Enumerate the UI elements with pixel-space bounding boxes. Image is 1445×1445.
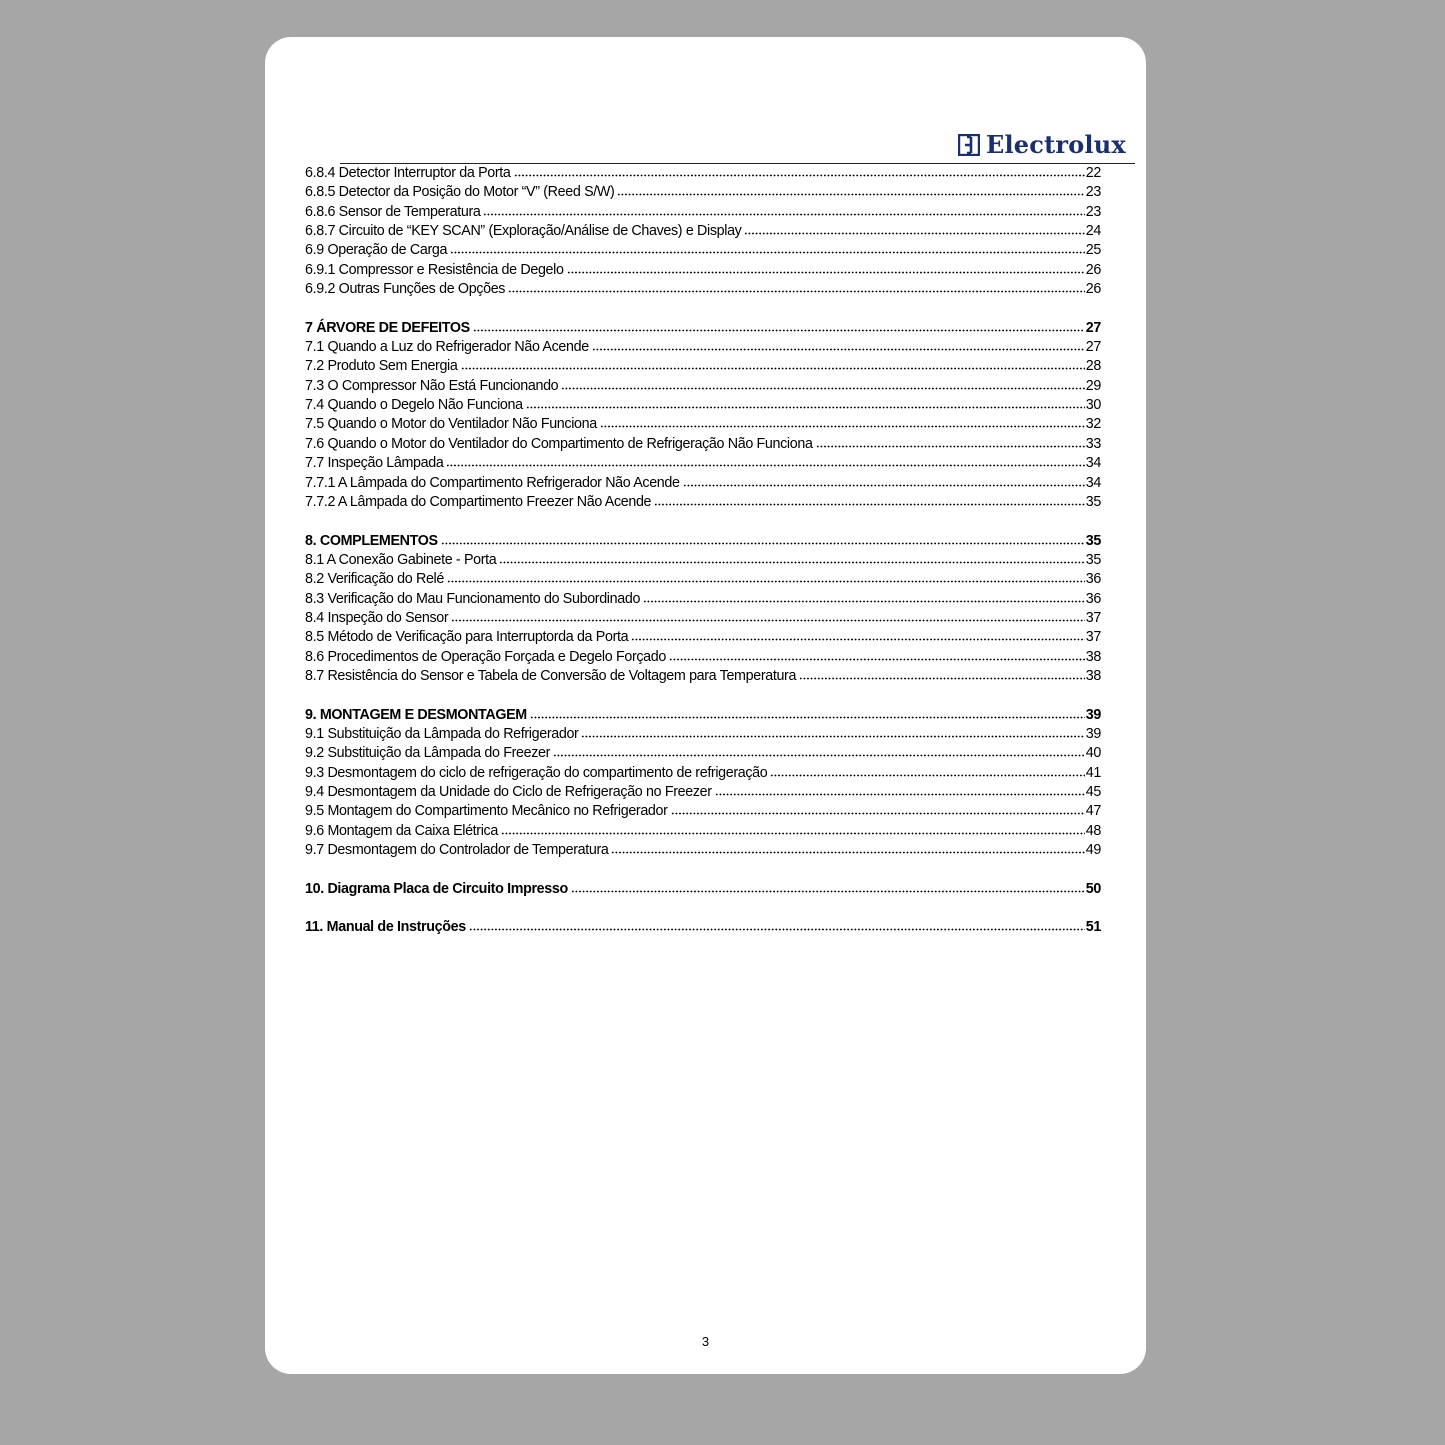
toc-dot-leader <box>473 320 1085 332</box>
toc-entry-title: 8.7 Resistência do Sensor e Tabela de Conversão de Voltagem para Temperatura <box>305 667 797 684</box>
toc-entry-page: 45 <box>1085 784 1101 800</box>
toc-entry-page: 36 <box>1085 590 1101 607</box>
toc-entry-title: 9.6 Montagem da Caixa Elétrica <box>305 822 498 839</box>
toc-entry-title: 8.2 Verificação do Relé <box>305 571 444 588</box>
toc-entry-title: 7.7.2 A Lâmpada do Compartimento Freezer Não Acende <box>305 493 652 510</box>
toc-dot-leader <box>567 262 1085 274</box>
toc-entry-page: 39 <box>1085 706 1101 723</box>
toc-dot-leader <box>799 668 1085 680</box>
toc-section-heading[interactable] <box>305 707 1101 726</box>
toc-dot-leader <box>441 533 1085 545</box>
toc-entry[interactable] <box>305 610 1101 629</box>
toc-entry-page: 29 <box>1085 377 1101 394</box>
toc-entry[interactable] <box>305 842 1101 861</box>
brand-name: Electrolux <box>986 130 1126 159</box>
toc-dot-leader <box>643 591 1085 603</box>
toc-entry-page: 47 <box>1085 803 1101 820</box>
document-page <box>265 37 1146 1374</box>
toc-entry[interactable] <box>305 204 1101 223</box>
toc-section-heading[interactable] <box>305 881 1101 900</box>
toc-dot-leader <box>669 649 1085 661</box>
toc-entry[interactable] <box>305 765 1101 784</box>
toc-dot-leader <box>581 726 1084 738</box>
toc-dot-leader <box>770 765 1084 777</box>
toc-entry-title: 8.4 Inspeção do Sensor <box>305 609 449 626</box>
toc-dot-leader <box>469 919 1085 931</box>
toc-dot-leader <box>447 571 1085 583</box>
toc-dot-leader <box>816 436 1085 448</box>
toc-entry-page: 25 <box>1085 242 1101 259</box>
toc-entry-page: 28 <box>1085 358 1101 375</box>
toc-entry-title: 8.6 Procedimentos de Operação Forçada e Degelo Forçado <box>305 648 666 665</box>
toc-entry[interactable] <box>305 378 1101 397</box>
toc-entry-title: 7.6 Quando o Motor do Ventilador do Compartimento de Refrigeração Não Funciona <box>305 435 813 452</box>
toc-entry[interactable] <box>305 339 1101 358</box>
toc-entry-page: 39 <box>1085 725 1101 742</box>
toc-entry-page: 33 <box>1085 435 1101 452</box>
toc-entry[interactable] <box>305 649 1101 668</box>
toc-dot-leader <box>654 494 1085 506</box>
toc-entry-title: 7.5 Quando o Motor do Ventilador Não Funciona <box>305 416 597 433</box>
header-divider <box>340 163 1135 164</box>
toc-entry-page: 48 <box>1085 822 1101 839</box>
toc-entry-page: 35 <box>1085 493 1101 510</box>
toc-entry-page: 23 <box>1085 184 1101 201</box>
toc-entry[interactable] <box>305 745 1101 764</box>
table-of-contents <box>305 165 1101 939</box>
toc-entry-page: 50 <box>1085 880 1101 897</box>
toc-dot-leader <box>592 339 1085 351</box>
toc-entry[interactable] <box>305 397 1101 416</box>
toc-entry[interactable] <box>305 281 1101 300</box>
toc-dot-leader <box>483 204 1084 216</box>
toc-dot-leader <box>611 842 1084 854</box>
toc-spacer <box>305 900 1101 919</box>
toc-dot-leader <box>715 784 1085 796</box>
toc-entry[interactable] <box>305 436 1101 455</box>
toc-dot-leader <box>499 552 1084 564</box>
toc-entry-title: 8.3 Verificação do Mau Funcionamento do Subordinado <box>305 590 641 607</box>
toc-entry-title: 9.5 Montagem do Compartimento Mecânico no Refrigerador <box>305 803 668 820</box>
toc-entry-title: 9.4 Desmontagem da Unidade do Ciclo de Refrigeração no Freezer <box>305 784 712 800</box>
toc-entry-title: 6.9 Operação de Carga <box>305 242 448 259</box>
toc-entry[interactable] <box>305 165 1101 184</box>
toc-spacer <box>305 513 1101 532</box>
toc-entry[interactable] <box>305 416 1101 435</box>
toc-dot-leader <box>571 881 1085 893</box>
toc-dot-leader <box>617 184 1084 196</box>
toc-entry[interactable] <box>305 494 1101 513</box>
toc-entry-page: 34 <box>1085 455 1101 472</box>
toc-entry-title: 8. COMPLEMENTOS <box>305 532 438 549</box>
toc-dot-leader <box>671 803 1085 815</box>
toc-dot-leader <box>446 455 1084 467</box>
toc-entry[interactable] <box>305 668 1101 687</box>
toc-entry-page: 40 <box>1085 745 1101 762</box>
toc-entry[interactable] <box>305 262 1101 281</box>
toc-entry[interactable] <box>305 242 1101 261</box>
toc-entry-page: 35 <box>1085 532 1101 549</box>
toc-dot-leader <box>561 378 1085 390</box>
toc-dot-leader <box>526 397 1085 409</box>
toc-dot-leader <box>508 281 1085 293</box>
toc-entry[interactable] <box>305 552 1101 571</box>
toc-entry[interactable] <box>305 184 1101 203</box>
toc-entry-title: 11. Manual de Instruções <box>305 919 466 936</box>
toc-entry-page: 30 <box>1085 397 1101 414</box>
toc-dot-leader <box>631 629 1085 641</box>
toc-entry[interactable] <box>305 823 1101 842</box>
toc-spacer <box>305 300 1101 319</box>
toc-entry-title: 6.8.7 Circuito de “KEY SCAN” (Exploração/Análise de Chaves) e Display <box>305 223 742 240</box>
toc-entry-page: 27 <box>1085 319 1101 336</box>
toc-entry[interactable] <box>305 475 1101 494</box>
toc-entry-page: 37 <box>1085 629 1101 646</box>
toc-entry[interactable] <box>305 455 1101 474</box>
toc-entry[interactable] <box>305 629 1101 648</box>
toc-dot-leader <box>683 475 1085 487</box>
toc-section-heading[interactable] <box>305 919 1101 938</box>
toc-entry-title: 8.5 Método de Verificação para Interruptorda da Porta <box>305 629 629 646</box>
toc-entry[interactable] <box>305 803 1101 822</box>
toc-entry[interactable] <box>305 726 1101 745</box>
toc-dot-leader <box>600 416 1085 428</box>
toc-entry-title: 7.4 Quando o Degelo Não Funciona <box>305 397 523 414</box>
toc-entry-page: 32 <box>1085 416 1101 433</box>
toc-entry-title: 7.2 Produto Sem Energia <box>305 358 458 375</box>
toc-entry-page: 38 <box>1085 648 1101 665</box>
toc-entry-page: 35 <box>1085 551 1101 568</box>
toc-entry-title: 6.8.4 Detector Interruptor da Porta <box>305 165 511 181</box>
toc-entry[interactable] <box>305 571 1101 590</box>
toc-entry-title: 7.3 O Compressor Não Está Funcionando <box>305 377 559 394</box>
toc-entry[interactable] <box>305 784 1101 803</box>
toc-entry-title: 9.2 Substituição da Lâmpada do Freezer <box>305 745 551 762</box>
toc-entry-title: 9.3 Desmontagem do ciclo de refrigeração do compartimento de refrigeração <box>305 764 768 781</box>
toc-entry[interactable] <box>305 358 1101 377</box>
toc-entry-title: 6.8.6 Sensor de Temperatura <box>305 203 481 220</box>
toc-entry-title: 6.9.1 Compressor e Resistência de Degelo <box>305 261 564 278</box>
toc-entry-title: 8.1 A Conexão Gabinete - Porta <box>305 551 497 568</box>
toc-entry-title: 6.9.2 Outras Funções de Opções <box>305 281 506 298</box>
toc-entry[interactable] <box>305 591 1101 610</box>
toc-dot-leader <box>451 610 1084 622</box>
toc-entry-title: 9.7 Desmontagem do Controlador de Temperatura <box>305 842 609 859</box>
toc-dot-leader <box>553 745 1085 757</box>
toc-entry-page: 38 <box>1085 667 1101 684</box>
toc-entry-page: 22 <box>1085 165 1101 181</box>
toc-entry-page: 34 <box>1085 474 1101 491</box>
toc-entry-page: 23 <box>1085 203 1101 220</box>
toc-entry-page: 36 <box>1085 571 1101 588</box>
toc-entry-page: 24 <box>1085 223 1101 240</box>
toc-entry-page: 26 <box>1085 281 1101 298</box>
page-number: 3 <box>701 1334 710 1349</box>
toc-section-heading[interactable] <box>305 533 1101 552</box>
toc-dot-leader <box>501 823 1085 835</box>
toc-entry-page: 51 <box>1085 919 1101 936</box>
toc-dot-leader <box>450 242 1085 254</box>
toc-entry-title: 9. MONTAGEM E DESMONTAGEM <box>305 706 527 723</box>
toc-entry-title: 7.7 Inspeção Lâmpada <box>305 455 444 472</box>
toc-spacer <box>305 687 1101 706</box>
toc-entry-title: 9.1 Substituição da Lâmpada do Refrigerador <box>305 725 579 742</box>
toc-dot-leader <box>744 223 1084 235</box>
toc-spacer <box>305 861 1101 880</box>
toc-dot-leader <box>530 707 1085 719</box>
toc-entry-page: 49 <box>1085 842 1101 859</box>
toc-entry-page: 26 <box>1085 261 1101 278</box>
toc-entry[interactable] <box>305 223 1101 242</box>
toc-section-heading[interactable] <box>305 320 1101 339</box>
toc-entry-page: 27 <box>1085 339 1101 356</box>
toc-dot-leader <box>514 165 1085 177</box>
toc-entry-page: 41 <box>1085 764 1101 781</box>
toc-entry-title: 10. Diagrama Placa de Circuito Impresso <box>305 880 568 897</box>
toc-entry-page: 37 <box>1085 609 1101 626</box>
toc-dot-leader <box>461 358 1085 370</box>
toc-entry-title: 6.8.5 Detector da Posição do Motor “V” (Reed S/W) <box>305 184 615 201</box>
brand-logo <box>958 130 1126 160</box>
toc-entry-title: 7 ÁRVORE DE DEFEITOS <box>305 319 470 336</box>
toc-entry-title: 7.7.1 A Lâmpada do Compartimento Refrigerador Não Acende <box>305 474 680 491</box>
electrolux-logo-icon <box>958 134 980 156</box>
toc-entry-title: 7.1 Quando a Luz do Refrigerador Não Acende <box>305 339 589 356</box>
